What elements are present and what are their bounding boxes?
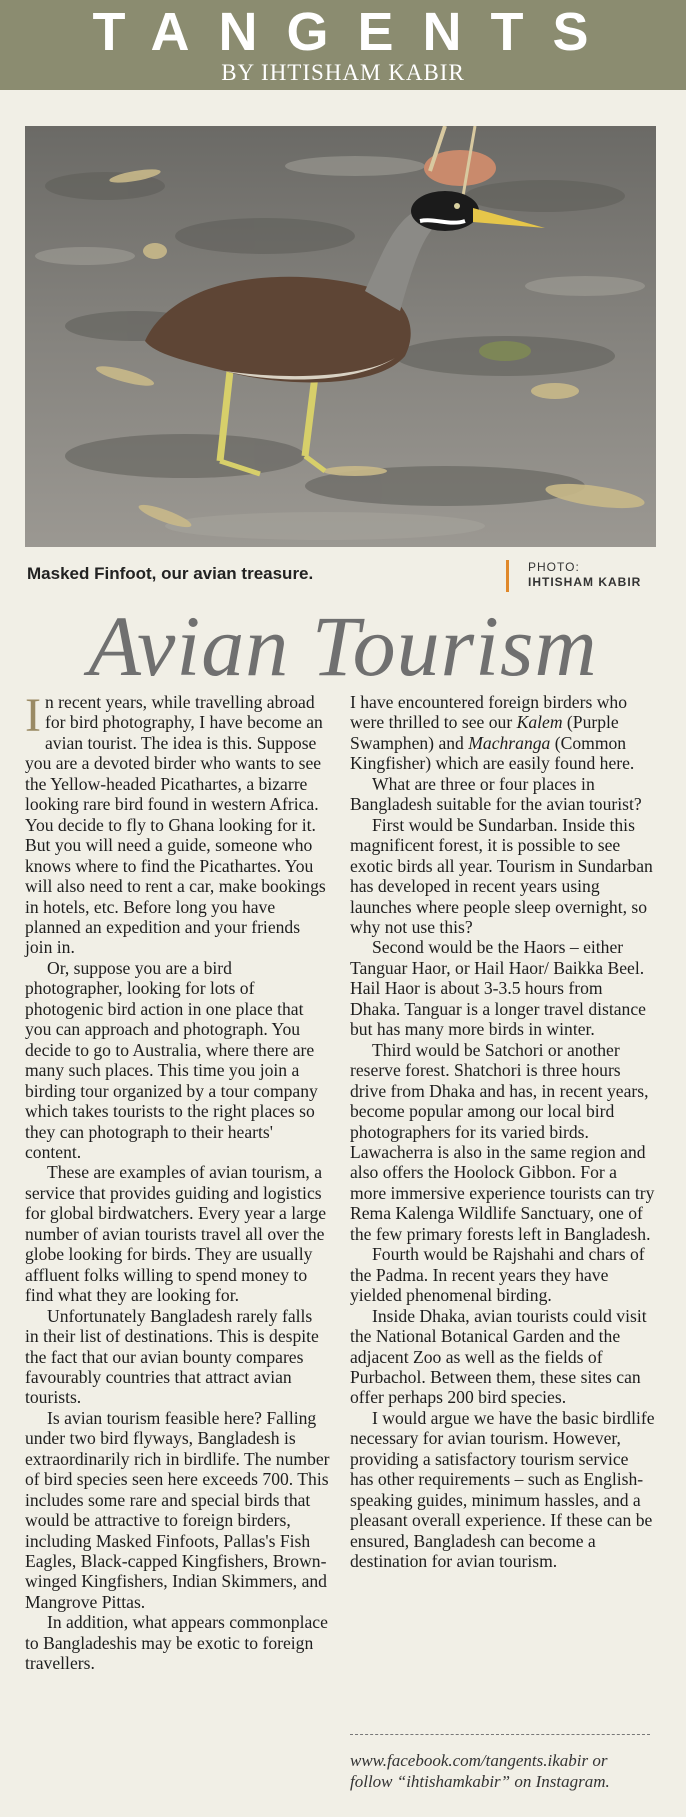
photo-credit-name: IHTISHAM KABIR	[528, 575, 642, 589]
article-paragraph: Second would be the Haors – either Tanguar Haor, or Hail Haor/ Baikka Beel. Hail Haor is about 3-3.5 hours from Dhaka. Tanguar is a longer travel distance but has many more birds in winter.	[350, 937, 646, 1040]
article-column-right	[350, 692, 655, 1571]
facebook-link[interactable]: www.facebook.com/tangents.ikabir or	[350, 1751, 608, 1770]
article-headline: Avian Tourism	[88, 598, 598, 694]
article-paragraph: I would argue we have the basic birdlife necessary for avian tourism. However, providing a satisfactory tourism service has other requirements – such as English-speaking guides, minimum hassles, and a pleasant overall experience. If these can be ensured, Bangladesh can become a destination for avian tourism.	[350, 1407, 655, 1572]
column-title: TANGENTS	[92, 2, 618, 62]
byline: BY IHTISHAM KABIR	[221, 60, 465, 85]
article-paragraph: Fourth would be Rajshahi and chars of the Padma. In recent years they have yielded phenomenal birding.	[350, 1244, 645, 1306]
article-column-left	[25, 689, 330, 1674]
bangla-term: Kalem	[516, 712, 563, 733]
drop-cap: I	[25, 689, 41, 742]
social-footer	[350, 1750, 655, 1792]
footer-divider	[350, 1734, 650, 1735]
article-paragraph	[350, 692, 655, 774]
photo-caption: Masked Finfoot, our avian treasure.	[27, 564, 314, 583]
paragraph-text: (Common Kingfisher) which are easily found here.	[350, 732, 635, 774]
article-paragraph: Inside Dhaka, avian tourists could visit the National Botanical Garden and the adjacent Zoo as well as the fields of Purbachol. Between them, these sites can offer perhaps 200 bird species.	[350, 1305, 647, 1408]
paragraph-text: I have encountered foreign birders who were thrilled to see our	[350, 692, 627, 733]
article-paragraph: What are three or four places in Bangladesh suitable for the avian tourist?	[350, 773, 642, 815]
bird-photo-illustration	[25, 126, 656, 547]
masked-finfoot-photo	[25, 126, 656, 547]
article-paragraph: Third would be Satchori or another reserve forest. Shatchori is three hours drive from Dhaka and has, in recent years, become popular among our local bird photographers for its varied birds. Lawacherra is also in the same region and also offers the Hoolock Gibbon. For a more immersive experience tourists can try Rema Kalenga Wildlife Sanctuary, one of the few primary forests left in Bangladesh.	[350, 1039, 655, 1244]
article-paragraph: First would be Sundarban. Inside this magnificent forest, it is possible to see exotic birds all year. Tourism in Sundarban has developed in recent years using launches where people sleep overnight, so why not use this?	[350, 814, 653, 937]
masthead	[0, 0, 686, 90]
bangla-term: Machranga	[468, 732, 551, 753]
article-paragraph: Or, suppose you are a bird photographer, looking for lots of photogenic bird action in one place that you can approach and photograph. You decide to go to Australia, where there are many such places. This time you join a birding tour organized by a tour company which takes tourists to the right places so they can photograph to their hearts' content.	[25, 957, 318, 1162]
article-paragraph: In addition, what appears commonplace to Bangladeshis may be exotic to foreign travellers.	[25, 1612, 328, 1674]
article-paragraph: Unfortunately Bangladesh rarely falls in their list of destinations. This is despite the fact that our avian bounty compares favourably countries that attract avian tourists.	[25, 1305, 319, 1408]
article-paragraph	[25, 689, 330, 958]
article-paragraph: Is avian tourism feasible here? Falling under two bird flyways, Bangladesh is extraordinarily rich in birdlife. The number of bird species seen here exceeds 700. This includes some rare and special birds that would be attractive to foreign birders, including Masked Finfoots, Pallas's Fish Eagles, Black-capped Kingfishers, Brown-winged Kingfishers, Indian Skimmers, and Mangrove Pittas.	[25, 1407, 330, 1612]
photo-credit-label: PHOTO:	[528, 560, 580, 574]
paragraph-text: n recent years, while travelling abroad for bird photography, I have become an avian tourist. The idea is this. Suppose you are a devoted birder who wants to see the Yellow-headed Picathartes, a bizarre looking rare bird found in western Africa. You decide to fly to Ghana looking for it. But you will need a guide, someone who knows where to find the Picathartes. You will also need to rent a car, make bookings in hotels, etc. Before long you have planned an expedition and your friends join in.	[25, 692, 326, 958]
photo-credit-accent	[506, 560, 509, 592]
article-paragraph: These are examples of avian tourism, a service that provides guiding and logistics for global birdwatchers. Every year a large number of avian tourists travel all over the globe looking for birds. They are usually affluent folks willing to spend money to find what they are looking for.	[25, 1162, 327, 1306]
instagram-handle: follow “ihtishamkabir” on Instagram.	[350, 1772, 610, 1791]
paragraph-text: (Purple Swamphen) and	[350, 712, 619, 753]
